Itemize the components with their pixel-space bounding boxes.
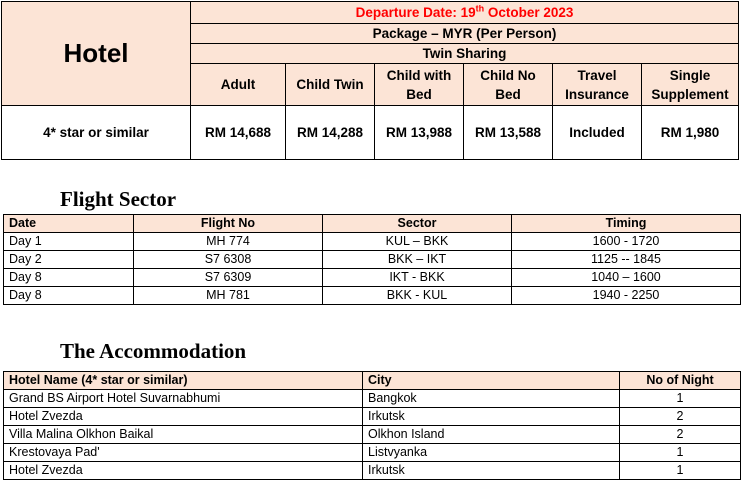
table-row [4, 390, 741, 408]
cell-nights: 1 [620, 444, 741, 462]
flight-sector-table [3, 214, 741, 305]
cell-hotel-name: Villa Malina Olkhon Baikal [4, 426, 363, 444]
cell-timing: 1600 - 1720 [512, 233, 741, 251]
header-timing: Timing [512, 215, 741, 233]
cell-hotel-name: Hotel Zvezda [4, 462, 363, 480]
cell-nights: 2 [620, 408, 741, 426]
price-child-with-bed: RM 13,988 [375, 106, 464, 160]
cell-city: Olkhon Island [363, 426, 620, 444]
price-travel-insurance: Included [553, 106, 642, 160]
cell-date: Day 1 [4, 233, 134, 251]
cell-sector: BKK – IKT [323, 251, 512, 269]
cell-sector: IKT - BKK [323, 269, 512, 287]
price-table [1, 1, 739, 160]
table-row [4, 269, 741, 287]
header-city: City [363, 372, 620, 390]
table-row [4, 444, 741, 462]
col-travel-insurance: Travel Insurance [553, 64, 642, 106]
cell-flight-no: S7 6308 [134, 251, 323, 269]
package-header: Package – MYR (Per Person) [191, 24, 739, 44]
sharing-header: Twin Sharing [191, 44, 739, 64]
table-header-row [4, 215, 741, 233]
cell-date: Day 8 [4, 269, 134, 287]
price-child-twin: RM 14,288 [286, 106, 375, 160]
cell-flight-no: S7 6309 [134, 269, 323, 287]
cell-timing: 1125 -- 1845 [512, 251, 741, 269]
accommodation-title: The Accommodation [60, 339, 247, 363]
table-row [4, 233, 741, 251]
cell-nights: 2 [620, 426, 741, 444]
col-child-with-bed: Child with Bed [375, 64, 464, 106]
cell-sector: KUL – BKK [323, 233, 512, 251]
header-no-of-night: No of Night [620, 372, 741, 390]
accommodation-table [3, 371, 741, 480]
table-row [4, 408, 741, 426]
cell-hotel-name: Grand BS Airport Hotel Suvarnabhumi [4, 390, 363, 408]
cell-date: Day 2 [4, 251, 134, 269]
col-child-no-bed: Child No Bed [464, 64, 553, 106]
header-sector: Sector [323, 215, 512, 233]
cell-city: Irkutsk [363, 408, 620, 426]
row-label: 4* star or similar [2, 106, 191, 160]
table-row [4, 462, 741, 480]
table-row [4, 251, 741, 269]
departure-date: Departure Date: 19th October 2023 [191, 2, 739, 24]
cell-city: Irkutsk [363, 462, 620, 480]
price-adult: RM 14,688 [191, 106, 286, 160]
table-header-row [4, 372, 741, 390]
header-date: Date [4, 215, 134, 233]
price-single-supplement: RM 1,980 [642, 106, 739, 160]
cell-date: Day 8 [4, 287, 134, 305]
flight-sector-title: Flight Sector [60, 187, 177, 211]
cell-timing: 1940 - 2250 [512, 287, 741, 305]
price-child-no-bed: RM 13,588 [464, 106, 553, 160]
cell-city: Listvyanka [363, 444, 620, 462]
hotel-header: Hotel [2, 2, 191, 106]
header-flight-no: Flight No [134, 215, 323, 233]
cell-sector: BKK - KUL [323, 287, 512, 305]
col-child-twin: Child Twin [286, 64, 375, 106]
cell-nights: 1 [620, 462, 741, 480]
cell-nights: 1 [620, 390, 741, 408]
table-row [4, 287, 741, 305]
cell-flight-no: MH 781 [134, 287, 323, 305]
table-row [4, 426, 741, 444]
header-hotel-name: Hotel Name (4* star or similar) [4, 372, 363, 390]
cell-hotel-name: Hotel Zvezda [4, 408, 363, 426]
col-adult: Adult [191, 64, 286, 106]
cell-timing: 1040 – 1600 [512, 269, 741, 287]
cell-hotel-name: Krestovaya Pad' [4, 444, 363, 462]
cell-flight-no: MH 774 [134, 233, 323, 251]
col-single-supplement: Single Supplement [642, 64, 739, 106]
cell-city: Bangkok [363, 390, 620, 408]
